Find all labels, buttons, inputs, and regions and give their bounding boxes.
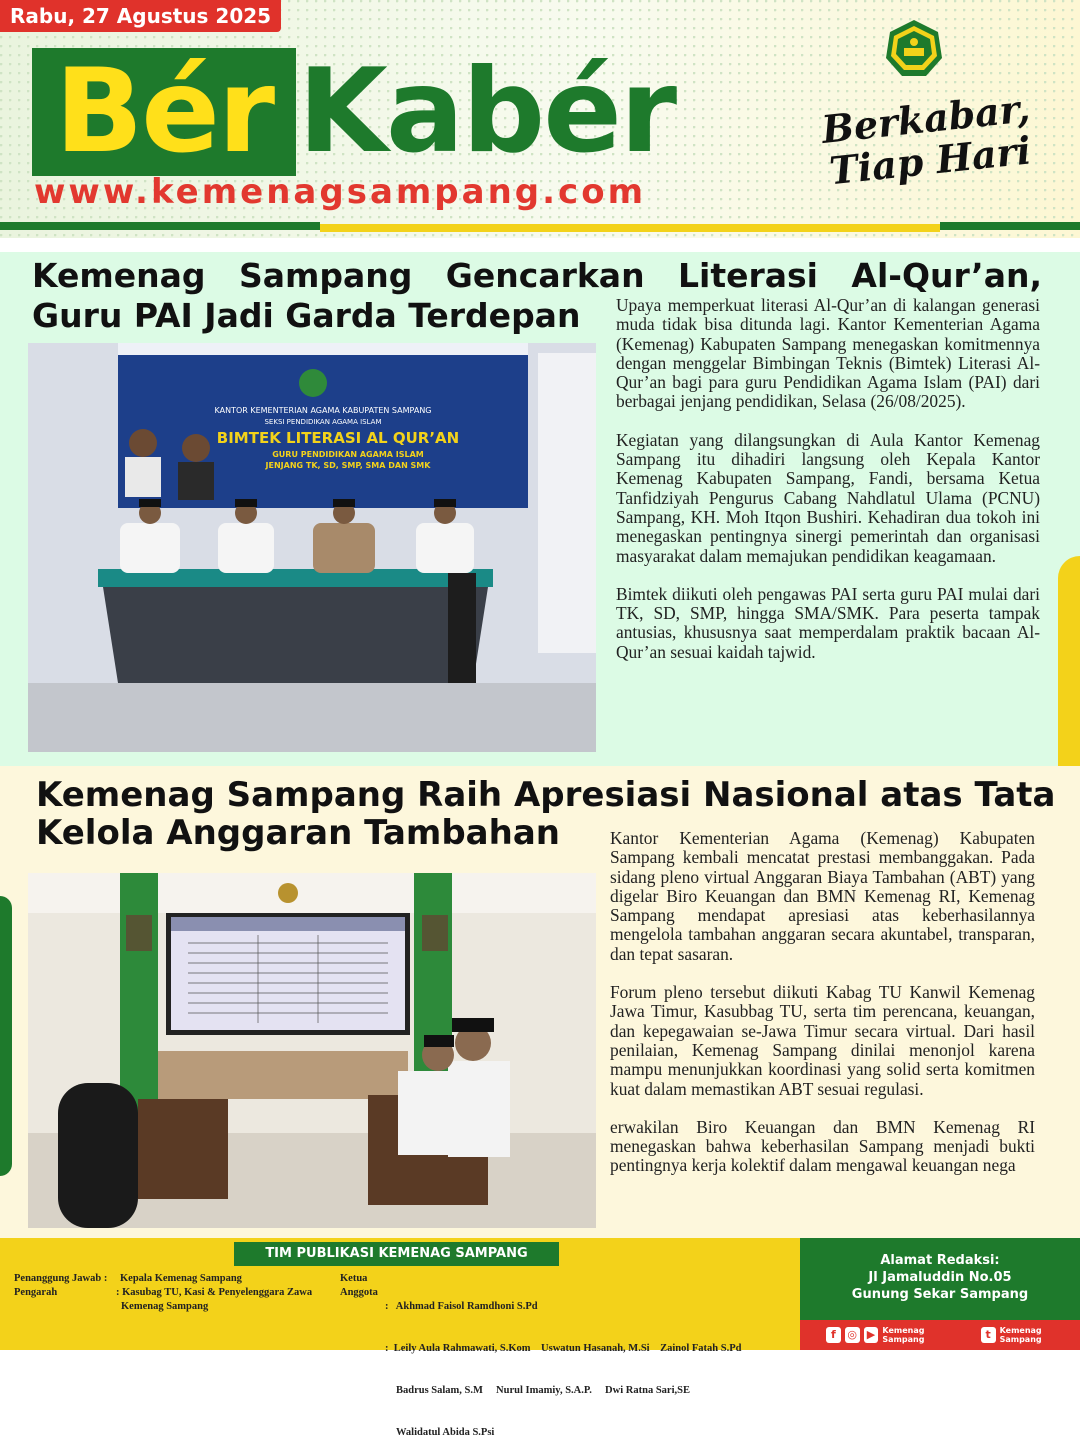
pengarah-label: Pengarah: [14, 1287, 58, 1298]
tagline: Berkabar, Tiap Hari: [819, 85, 1034, 194]
team-title: TIM PUBLIKASI KEMENAG SAMPANG: [234, 1242, 559, 1266]
social-bar: [800, 1320, 1080, 1350]
ketua-label: Ketua: [340, 1273, 368, 1284]
youtube-icon[interactable]: ▶: [864, 1327, 879, 1343]
social-handle-2[interactable]: Kemenag Sampang: [999, 1326, 1042, 1344]
pj-label: Penanggung Jawab :: [14, 1273, 108, 1284]
article-1-body: [616, 296, 1040, 681]
anggota-line-2: Badrus Salam, S.M Nurul Imamiy, S.A.P. Dwi Ratna Sari,SE: [396, 1385, 690, 1396]
masthead: [0, 0, 1080, 238]
pengarah-value-2: Kemenag Sampang: [121, 1301, 209, 1312]
address-title: Alamat Redaksi:: [880, 1253, 1000, 1268]
banner-line2: SEKSI PENDIDIKAN AGAMA ISLAM: [264, 418, 382, 426]
credits-labels: [14, 1272, 124, 1300]
pengarah-value: : Kasubag TU, Kasi & Penyelenggara Zawa: [116, 1287, 313, 1298]
article-2-paragraph: Kantor Kementerian Agama (Kemenag) Kabupaten Sampang kembali mencatat prestasi membanggakan. Pada sidang pleno virtual Anggaran Biaya Tambahan (ABT) yang digelar Biro Keuangan dan BMN Kemenag RI, Kemenag Sampang mendapat apresiasi atas keberhasilannya mengelola tambahan anggaran secara akuntabel, transparan, dan tepat sasaran.: [610, 828, 1035, 964]
header-divider-green-right: [940, 222, 1080, 230]
article-2-paragraph: erwakilan Biro Keuangan dan BMN Kemenag RI menegaskan bahwa keberhasilan Sampang menjadi bukti pentingnya kerja kolektif dalam mengawal keuangan nega: [610, 1116, 1035, 1176]
article-1-paragraph: Kegiatan yang dilangsungkan di Aula Kantor Kemenag Sampang itu dihadiri langsung oleh Kepala Kantor Kemenag Kabupaten Sampang, Fandi, bersama Ketua Tanfidziyah Pengurus Cabang Nahdlatul Ulama (PCNU) Sampang, KH. Moh Itqon Bushiri. Kehadiran dua tokoh ini menegaskan pentingnya sinergi pemerintah dan organisasi masyarakat dalam memajukan pendidikan keagamaan.: [616, 429, 1040, 566]
address-line-2: Gunung Sekar Sampang: [851, 1287, 1029, 1302]
date-badge: Rabu, 27 Agustus 2025: [0, 0, 281, 32]
article-1-paragraph: Upaya memperkuat literasi Al-Qur’an di kalangan generasi muda tidak bisa ditunda lagi. Kantor Kementerian Agama (Kemenag) Kabupaten Sampang menegaskan komitmennya dengan menggelar Bimbingan Teknis (Bimtek) Literasi Al-Qur’an bagi para guru Pendidikan Agama Islam (PAI) dari berbagai jenjang pendidikan, Selasa (26/08/2025).: [616, 295, 1040, 412]
kemenag-emblem-icon: [884, 18, 944, 78]
article-2-body: [610, 829, 1035, 1195]
anggota-label: Anggota: [340, 1287, 378, 1298]
banner-line1: KANTOR KEMENTERIAN AGAMA KABUPATEN SAMPANG: [214, 406, 432, 415]
ketua-value: : Akhmad Faisol Ramdhoni S.Pd: [385, 1301, 538, 1312]
address-line-1: Jl Jamaluddin No.05: [868, 1270, 1012, 1285]
article-1-top-strip: [0, 238, 1080, 252]
side-tab-green: [0, 896, 12, 1176]
article-2-title: Kemenag Sampang Raih Apresiasi Nasional atas Tata Kelola Anggaran Tambahan: [36, 775, 1056, 853]
instagram-icon[interactable]: ◎: [845, 1327, 860, 1343]
banner-headline: BIMTEK LITERASI AL QUR’AN: [216, 429, 460, 447]
anggota-line-3: Walidatul Abida S.Psi: [396, 1427, 495, 1438]
social-handle-1[interactable]: Kemenag Sampang: [882, 1326, 925, 1344]
twitter-icon[interactable]: t: [981, 1327, 996, 1343]
logo-kaber: Kabér: [298, 44, 676, 179]
address-box: [800, 1238, 1080, 1320]
banner-sub2: JENJANG TK, SD, SMP, SMA DAN SMK: [265, 461, 431, 470]
facebook-icon[interactable]: f: [826, 1327, 841, 1343]
header-divider-green: [0, 222, 320, 230]
logo-ber: Bér: [32, 48, 296, 176]
credits-values: [116, 1272, 336, 1314]
article-1-title: Kemenag Sampang Gencarkan Literasi Al-Qur’an, Guru PAI Jadi Garda Terdepan: [32, 256, 1042, 335]
anggota-line-1: : Leily Aula Rahmawati, S.Kom Uswatun Hasanah, M.Si Zainol Fatah S.Pd: [385, 1343, 742, 1354]
website-url[interactable]: www.kemenagsampang.com: [34, 172, 646, 212]
article-1-photo: [28, 343, 596, 752]
pj-value: Kepala Kemenag Sampang: [120, 1273, 242, 1284]
article-1-paragraph: Bimtek diikuti oleh pengawas PAI serta guru PAI mulai dari TK, SD, SMP, hingga SMA/SMK. Para peserta tampak antusias, khususnya saat memperdalam praktik bacaan Al-Qur’an sesuai kaidah tajwid.: [616, 583, 1040, 662]
article-2-paragraph: Forum pleno tersebut diikuti Kabag TU Kanwil Kemenag Jawa Timur, Kasubbag TU, serta tim perencana, keuangan, dan kepegawaian se-Jawa Timur secara virtual. Dari hasil penilaian, Kemenag Sampang dinilai menonjol karena mampu menunjukkan koordinasi yang solid serta komitmen kuat dalam memastikan ABT sesuai regulasi.: [610, 982, 1035, 1099]
banner-sub1: GURU PENDIDIKAN AGAMA ISLAM: [272, 450, 424, 459]
team-values: [385, 1272, 795, 1454]
article-2-photo: [28, 873, 596, 1228]
header-divider-yellow: [320, 224, 940, 232]
